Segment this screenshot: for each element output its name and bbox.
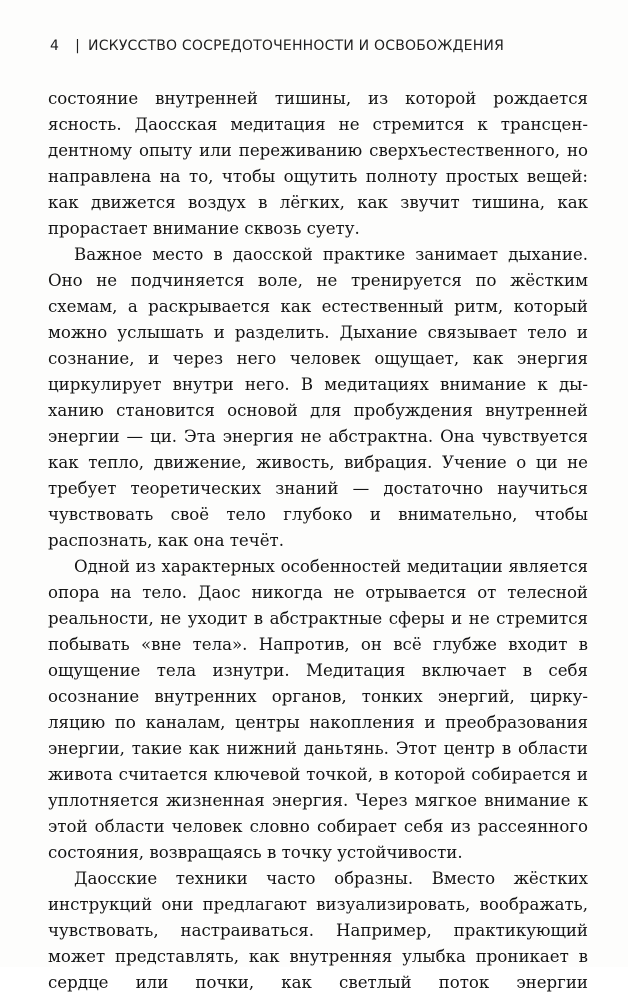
- header-divider: |: [75, 38, 81, 54]
- paragraph-breathing: Важное место в даосской практике занимает дыхание. Оно не подчиняется воле, не тренируется по жёстким схемам, а раскрывается как естественный ритм, который можно услышать и разделить. Дыхание связывает тело и сознание, и через него человек ощущает, как энергия циркулирует внутри него. В медитациях внимание к дыханию становится основой для пробуждения внутренней энергии — ци. Эта энергия не абстрактна. Она чувствуется как тепло, движение, живость, вибрация. Учение о ци не требует теоретических знаний — достаточно научиться чувствовать своё тело глубоко и внимательно, чтобы распознать, как она течёт.: [48, 245, 588, 550]
- page-number: 4: [50, 38, 60, 54]
- running-title: ИСКУССТВО СОСРЕДОТОЧЕННОСТИ И ОСВОБОЖДЕНИЯ: [88, 38, 505, 54]
- paragraph-imagery: Даосские техники часто образны. Вместо жёстких инструкций они предлагают визуализировать, воображать, чувствовать, настраиваться. Например, практикующий может представлять, как внутренняя улыбка проникает в сердце или почки, как светлый поток энергии: [48, 869, 588, 992]
- paragraph-body-support: Одной из характерных особенностей медитации является опора на тело. Даос никогда не отрывается от телесной реальности, не уходит в абстрактные сферы и не стремится побывать «вне тела». Напротив, он всё глубже входит в ощущение тела изнутри. Медитация включает в себя осознание внутренних органов, тонких энергий, циркуляцию по каналам, центры накопления и преобразования энергии, такие как нижний даньтянь. Этот центр в области живота считается ключевой точкой, в которой собирается и уплотняется жизненная энергия. Через мягкое внимание к этой области человек словно собирает себя из рассеянного состояния, возвращаясь в точку устойчивости.: [48, 557, 588, 862]
- paragraph-continued: состояние внутренней тишины, из которой рождается ясность. Даосская медитация не стремится к трансцендентному опыту или переживанию сверхъестественного, но направлена на то, чтобы ощутить полноту простых вещей: как движется воздух в лёгких, как звучит тишина, как прорастает внимание сквозь суету.: [48, 89, 588, 238]
- running-header: [50, 36, 590, 56]
- body-text: [48, 86, 588, 996]
